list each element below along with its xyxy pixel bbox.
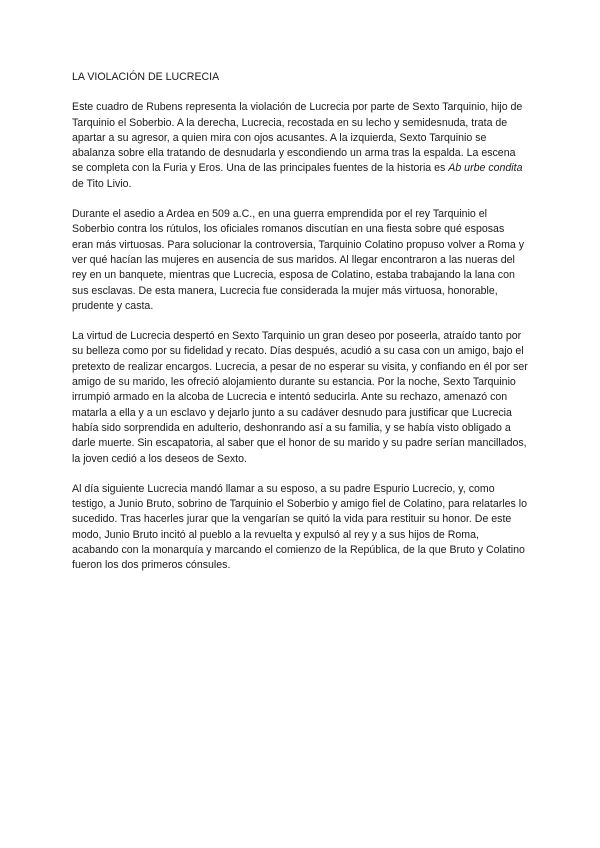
paragraph-1 [72,100,528,192]
paragraph-1-italic-title: Ab urbe condita [448,162,523,175]
paragraph-1-text: Este cuadro de Rubens representa la violación de Lucrecia por parte de Sexto Tarquinio, hijo de Tarquinio el Soberbio. A la derecha, Lucrecia, recostada en su lecho y semidesnuda, trata de apartar a su agresor, a quien mira con ojos acusantes. A la izquierda, Sexto Tarquinio se abalanza sobre ella tratando de desnudarla y escondiendo un arma tras la espalda. La escena se completa con la Furia y Eros. Una de las principales fuentes de la historia es [72,101,523,175]
paragraph-2: Durante el asedio a Ardea en 509 a.C., en una guerra emprendida por el rey Tarquinio el Soberbio contra los rútulos, los oficiales romanos discutían en una fiesta sobre qué esposas eran más virtuosas. Para solucionar la controversia, Tarquinio Colatino propuso volver a Roma y ver qué hacían las mujeres en ausencia de sus maridos. Al llegar encontraron a las nueras del rey en un banquete, mientras que Lucrecia, esposa de Colatino, estaba trabajando la lana con sus esclavas. De esta manera, Lucrecia fue considerada la mujer más virtuosa, honorable, prudente y casta. [72,208,525,312]
paragraph-1-text-end: de Tito Livio. [72,177,132,190]
document-title: LA VIOLACIÓN DE LUCRECIA [72,71,220,83]
document-page [72,70,528,589]
paragraph-3: La virtud de Lucrecia despertó en Sexto Tarquinio un gran deseo por poseerla, atraído tanto por su belleza como por su fidelidad y recato. Días después, acudió a su casa con un amigo, bajo el pretexto de realizar encargos. Lucrecia, a pesar de no esperar su visita, y confiando en él por ser amigo de su marido, les ofreció alojamiento durante su estancia. Por la noche, Sexto Tarquinio irrumpió armado en la alcoba de Lucrecia e intentó seducirla. Ante su rechazo, amenazó con matarla a ella y a un esclavo y dejarlo junto a su cadáver desnudo para justificar que Lucrecia había sido sorprendida en adulterio, deshonrando así a su familia, y se había visto obligado a darle muerte. Sin escapatoria, al saber que el honor de su marido y su padre serían mancillados, la joven cedió a los deseos de Sexto. [72,330,528,465]
paragraph-4: Al día siguiente Lucrecia mandó llamar a su esposo, a su padre Espurio Lucrecio, y, como testigo, a Junio Bruto, sobrino de Tarquinio el Soberbio y amigo fiel de Colatino, para relatarles lo sucedido. Tras hacerles jurar que la vengarían se quitó la vida para restituir su honor. De este modo, Junio Bruto incitó al pueblo a la revuelta y expulsó al rey y a sus hijos de Roma, acabando con la monarquía y marcando el comienzo de la República, de la que Bruto y Colatino fueron los dos primeros cónsules. [72,482,528,572]
